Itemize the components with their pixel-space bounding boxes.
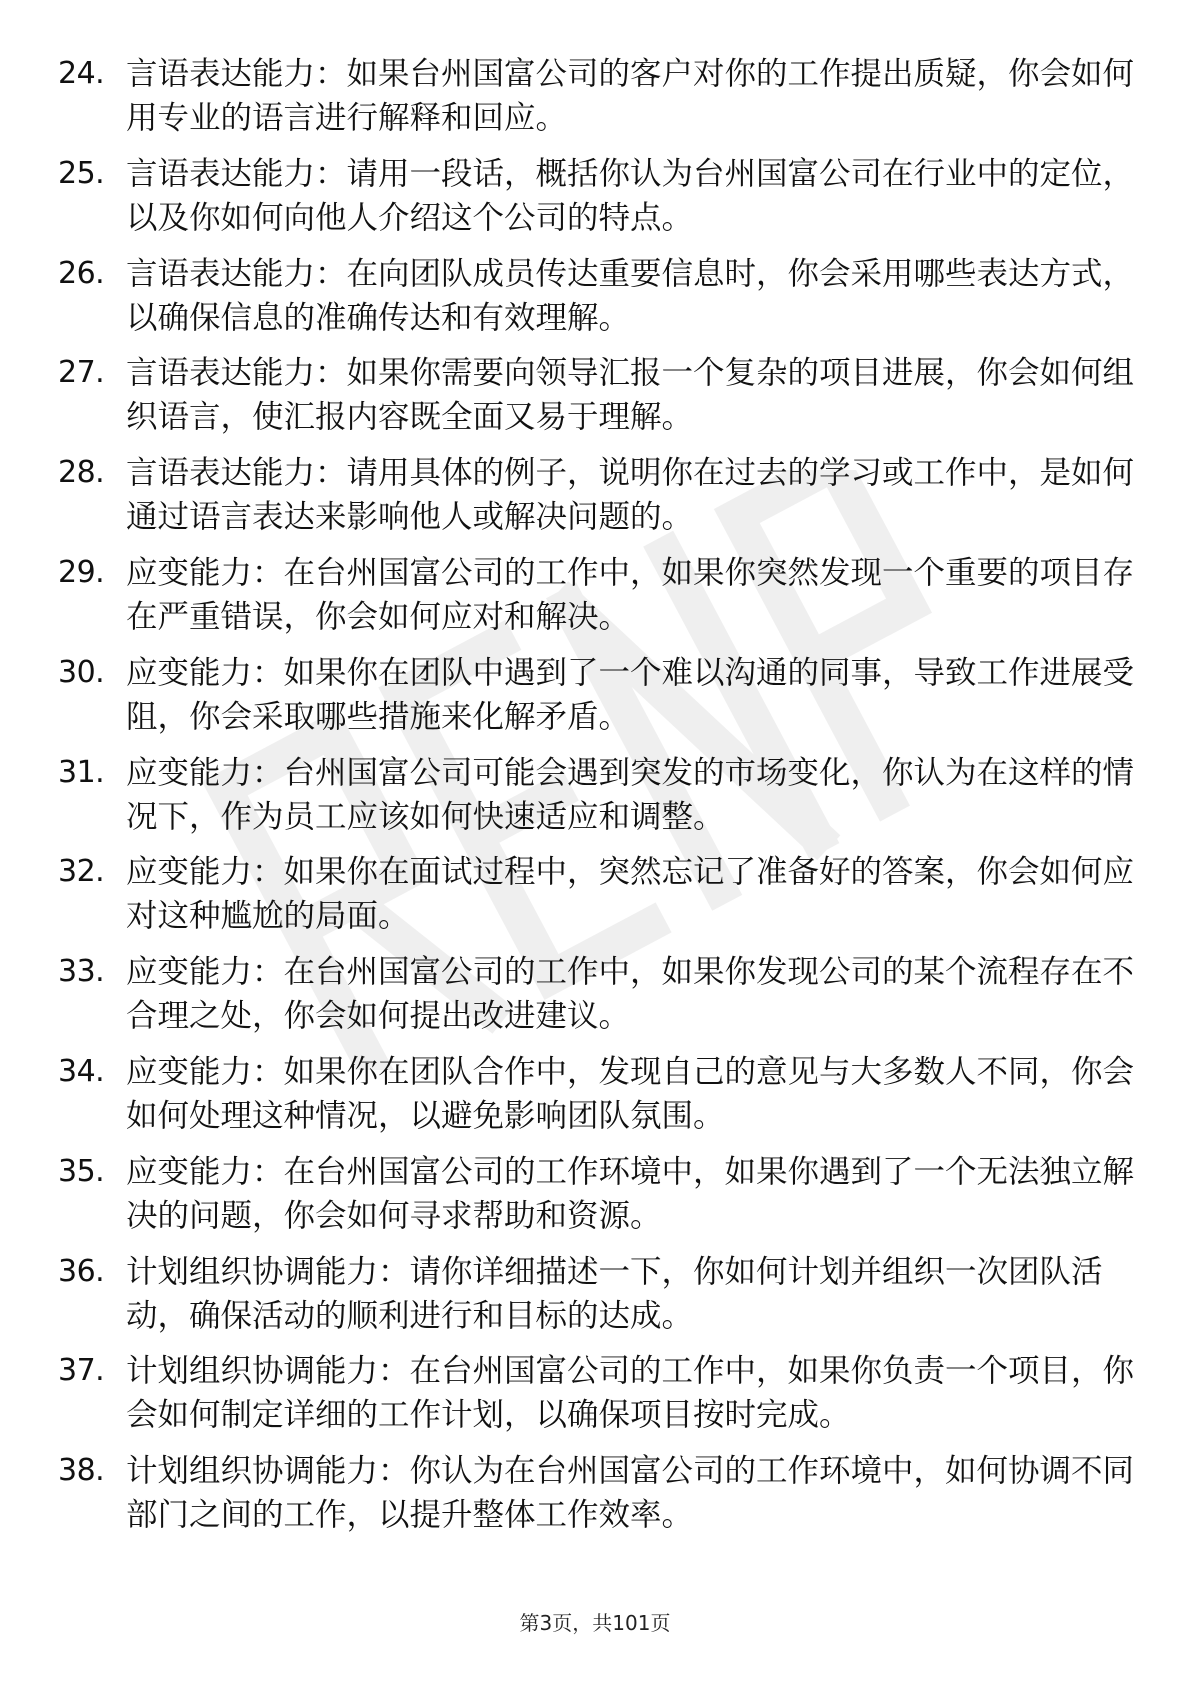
question-number: 33. [58,954,105,990]
question-number: 26. [58,255,105,291]
question-number: 31. [58,754,105,790]
question-number: 37. [58,1353,105,1389]
question-item [58,1250,1138,1350]
question-text: 言语表达能力：在向团队成员传达重要信息时，你会采用哪些表达方式，以确保信息的准确传达和有效理解。 [126,255,1135,336]
question-number: 28. [58,455,105,491]
question-text: 应变能力：在台州国富公司的工作中，如果你突然发现一个重要的项目存在严重错误，你会如何应对和解决。 [126,554,1135,635]
question-text: 应变能力：在台州国富公司的工作中，如果你发现公司的某个流程存在不合理之处，你会如何提出改进建议。 [126,954,1135,1035]
question-text: 应变能力：如果你在团队中遇到了一个难以沟通的同事，导致工作进展受阻，你会采取哪些措施来化解矛盾。 [126,654,1135,735]
question-number: 25. [58,155,105,191]
question-item [58,551,1138,651]
page-footer: 第3页，共101页 [519,1611,671,1635]
question-item [58,651,1138,751]
question-item [58,252,1138,352]
question-number: 27. [58,355,105,391]
question-text: 应变能力：如果你在面试过程中，突然忘记了准备好的答案，你会如何应对这种尴尬的局面。 [126,854,1135,935]
question-text: 应变能力：如果你在团队合作中，发现自己的意见与大多数人不同，你会如何处理这种情况，以避免影响团队氛围。 [126,1053,1135,1134]
question-item [58,850,1138,950]
question-text: 计划组织协调能力：在台州国富公司的工作中，如果你负责一个项目，你会如何制定详细的工作计划，以确保项目按时完成。 [126,1353,1135,1434]
question-list [58,52,1138,1549]
question-item [58,52,1138,152]
question-number: 29. [58,554,105,590]
question-number: 35. [58,1153,105,1189]
question-number: 34. [58,1053,105,1089]
question-number: 32. [58,854,105,890]
question-item [58,1150,1138,1250]
question-text: 言语表达能力：如果你需要向领导汇报一个复杂的项目进展，你会如何组织语言，使汇报内容既全面又易于理解。 [126,355,1135,436]
question-item [58,451,1138,551]
question-text: 言语表达能力：请用具体的例子，说明你在过去的学习或工作中，是如何通过语言表达来影响他人或解决问题的。 [126,455,1135,536]
question-item [58,1349,1138,1449]
question-number: 36. [58,1253,105,1289]
question-text: 言语表达能力：请用一段话，概括你认为台州国富公司在行业中的定位，以及你如何向他人介绍这个公司的特点。 [126,155,1135,236]
question-item [58,152,1138,252]
question-number: 24. [58,56,105,91]
question-item [58,1050,1138,1150]
question-text: 应变能力：在台州国富公司的工作环境中，如果你遇到了一个无法独立解决的问题，你会如何寻求帮助和资源。 [126,1153,1135,1234]
question-item [58,1449,1138,1549]
question-number: 30. [58,654,105,690]
question-text: 应变能力：台州国富公司可能会遇到突发的市场变化，你认为在这样的情况下，作为员工应该如何快速适应和调整。 [126,754,1135,835]
question-number: 38. [58,1453,105,1489]
question-text: 言语表达能力：如果台州国富公司的客户对你的工作提出质疑，你会如何用专业的语言进行解释和回应。 [126,56,1135,136]
question-item [58,950,1138,1050]
question-item [58,351,1138,451]
question-text: 计划组织协调能力：请你详细描述一下，你如何计划并组织一次团队活动，确保活动的顺利进行和目标的达成。 [126,1253,1103,1334]
question-item [58,751,1138,851]
question-text: 计划组织协调能力：你认为在台州国富公司的工作环境中，如何协调不同部门之间的工作，以提升整体工作效率。 [126,1453,1135,1534]
